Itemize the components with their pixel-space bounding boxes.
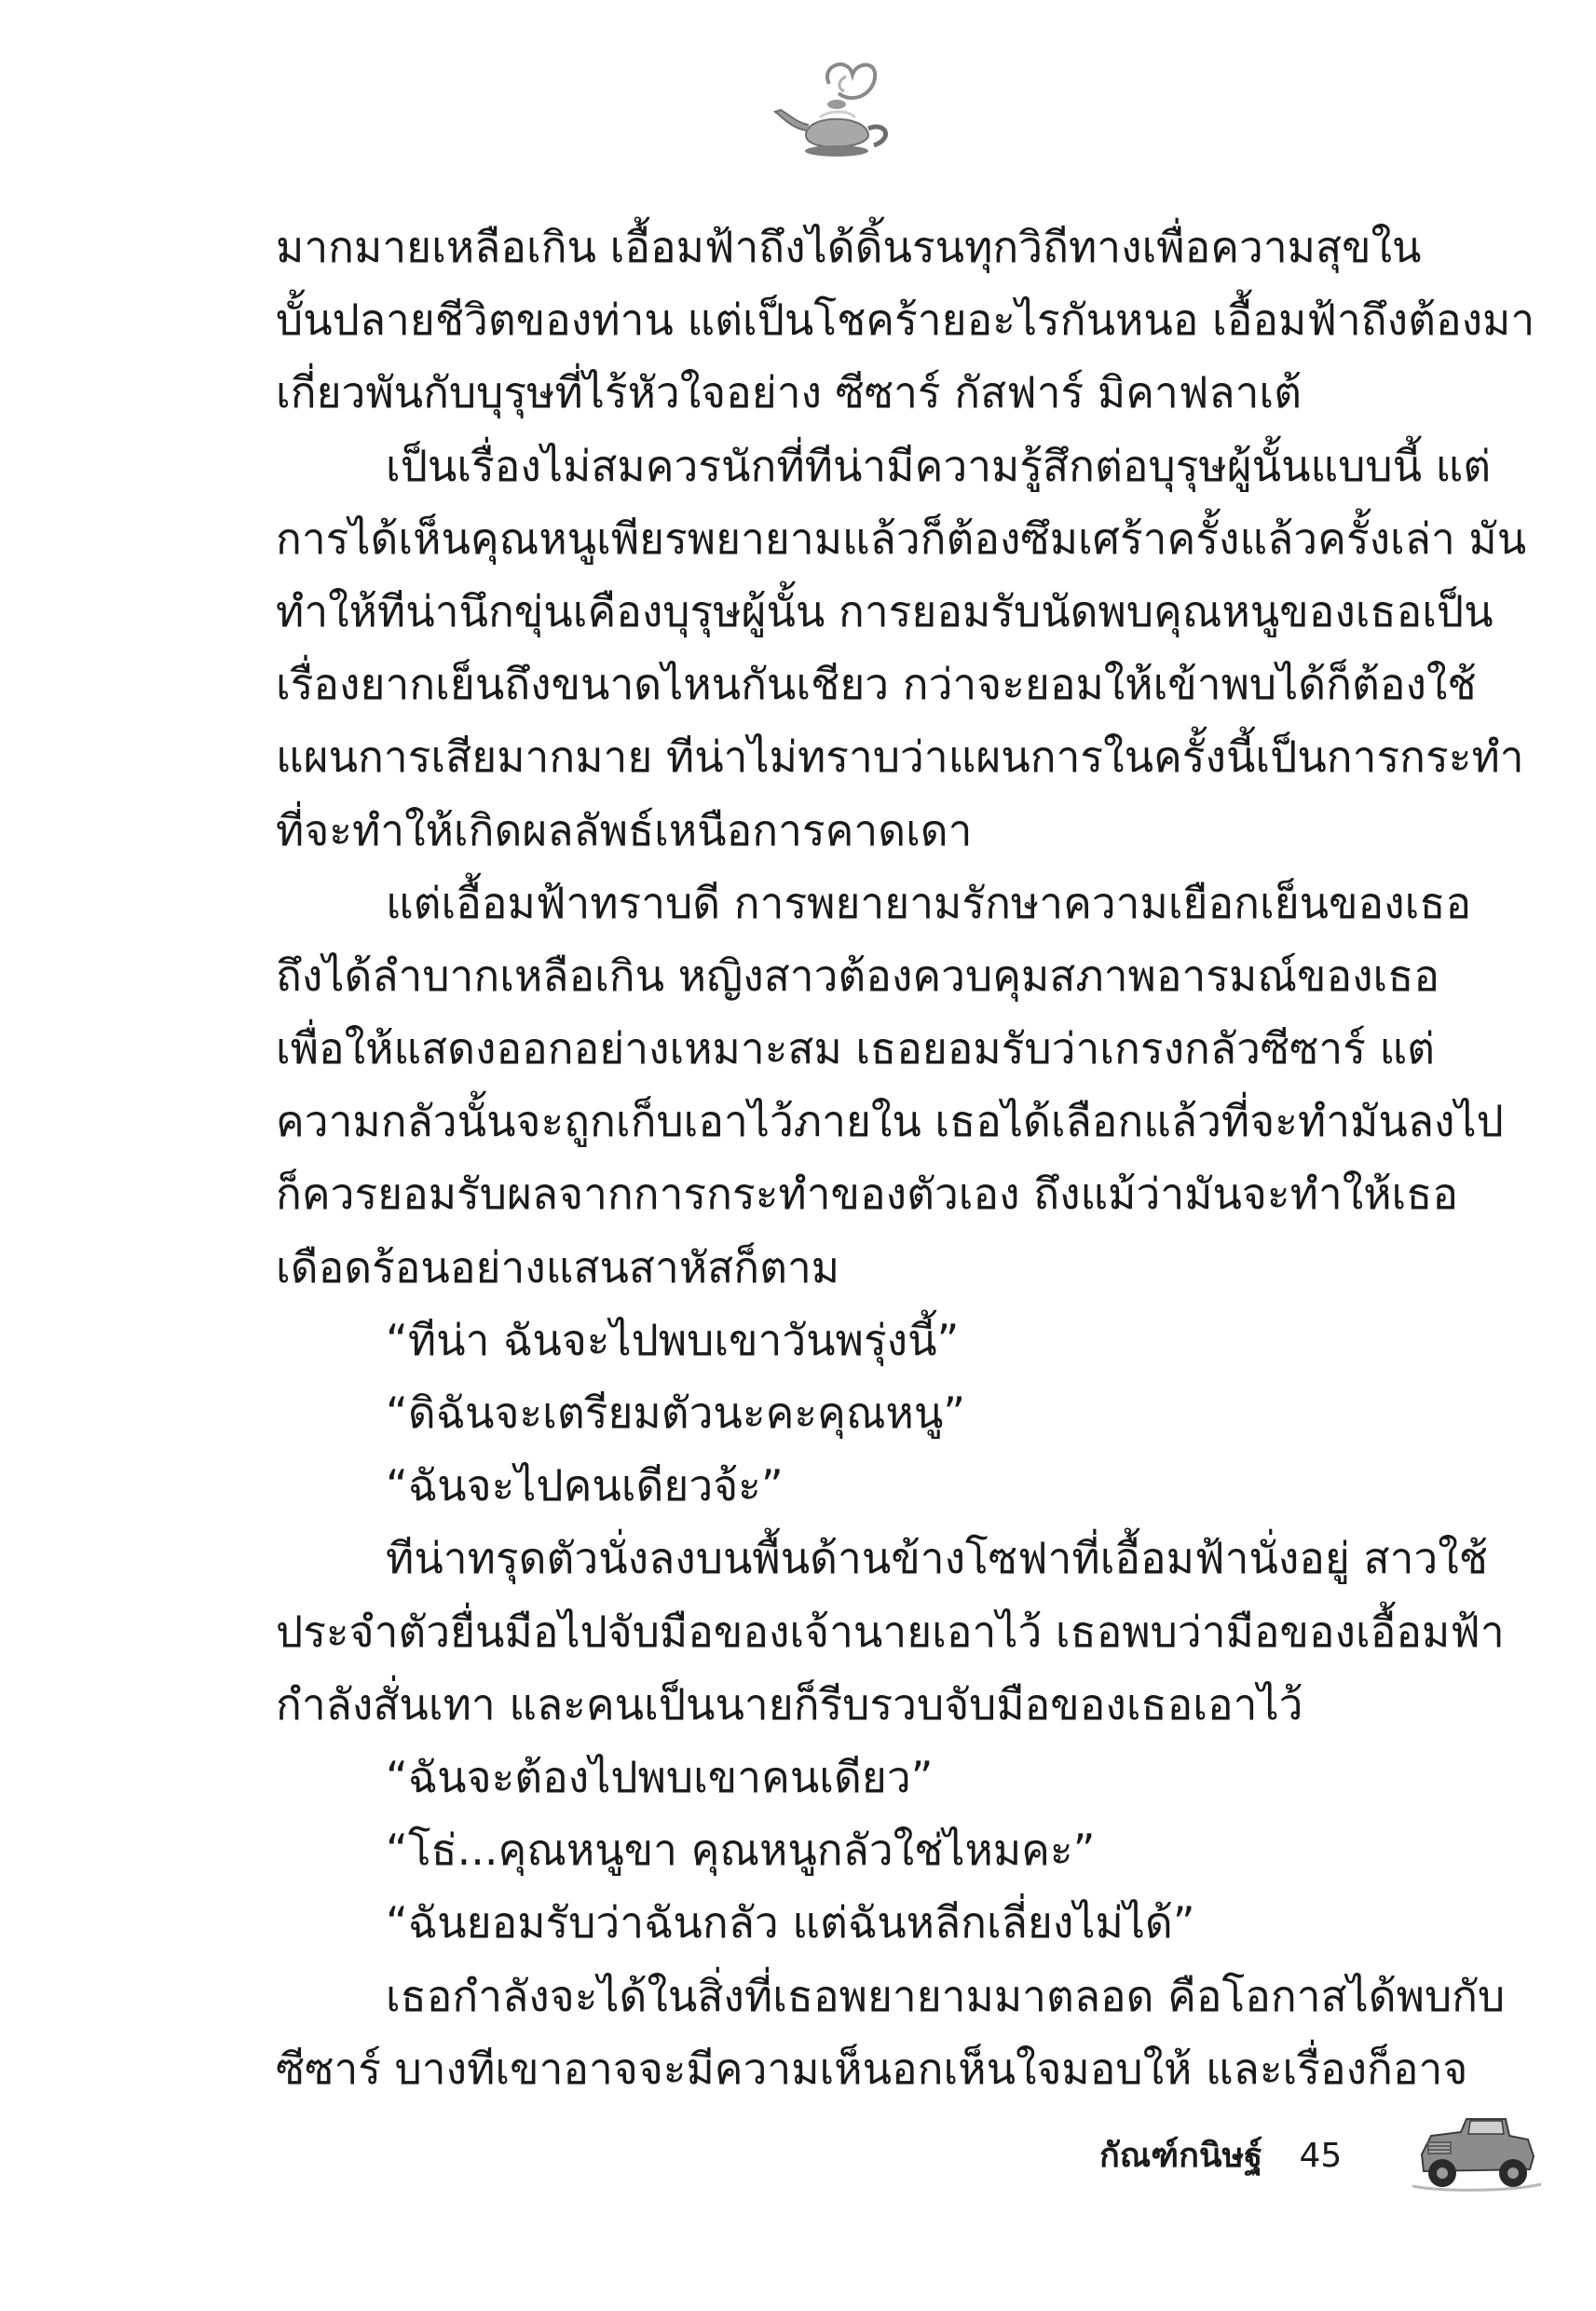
paragraph-line: ถึงได้ลำบากเหลือเกิน หญิงสาวต้องควบคุมสภาพอารมณ์ของเธอ: [276, 950, 1439, 1001]
paragraph-line: มากมายเหลือเกิน เอื้อมฟ้าถึงได้ดิ้นรนทุกวิถีทางเพื่อความสุขใน: [276, 222, 1422, 272]
body-text: [276, 211, 1535, 2105]
paragraph-line: ทีน่าทรุดตัวนั่งลงบนพื้นด้านข้างโซฟาที่เอื้อมฟ้านั่งอยู่ สาวใช้: [386, 1533, 1488, 1584]
dialogue-line: “ฉันจะต้องไปพบเขาคนเดียว”: [386, 1751, 934, 1802]
vintage-jeep-icon: [1405, 2099, 1545, 2201]
paragraph-line: แต่เอื้อมฟ้าทราบดี การพยายามรักษาความเยือกเย็นของเธอ: [386, 877, 1472, 928]
dialogue-line: “ทีน่า ฉันจะไปพบเขาวันพรุ่งนี้”: [386, 1314, 960, 1365]
paragraph-line: เรื่องยากเย็นถึงขนาดไหนกันเชียว กว่าจะยอมให้เข้าพบได้ก็ต้องใช้: [276, 659, 1477, 710]
paragraph-line: เดือดร้อนอย่างแสนสาหัสก็ตาม: [276, 1241, 840, 1292]
paragraph-line: ความกลัวนั้นจะถูกเก็บเอาไว้ภายใน เธอได้เลือกแล้วที่จะทำมันลงไป: [276, 1096, 1504, 1147]
paragraph-line: ประจำตัวยื่นมือไปจับมือของเจ้านายเอาไว้ เธอพบว่ามือของเอื้อมฟ้า: [276, 1606, 1505, 1657]
page-number: 45: [1299, 2137, 1343, 2175]
page-footer: [1099, 2134, 1342, 2179]
paragraph-line: เพื่อให้แสดงออกอย่างเหมาะสม เธอยอมรับว่าเกรงกลัวซีซาร์ แต่: [276, 1023, 1436, 1074]
paragraph-line: ซีซาร์ บางทีเขาอาจจะมีความเห็นอกเห็นใจมอบให้ และเรื่องก็อาจ: [276, 2043, 1468, 2094]
paragraph-line: ที่จะทำให้เกิดผลลัพธ์เหนือการคาดเดา: [276, 804, 973, 855]
paragraph-line: เกี่ยวพันกับบุรุษที่ไร้หัวใจอย่าง ซีซาร์ กัสฟาร์ มิคาฟลาเต้: [276, 367, 1302, 418]
dialogue-line: “ดิฉันจะเตรียมตัวนะคะคุณหนู”: [386, 1388, 966, 1438]
paragraph-line: เธอกำลังจะได้ในสิ่งที่เธอพยายามมาตลอด คือโอกาสได้พบกับ: [386, 1970, 1506, 2021]
dialogue-line: “ฉันยอมรับว่าฉันกลัว แต่ฉันหลีกเลี่ยงไม่ได้”: [386, 1897, 1195, 1949]
paragraph-line: เป็นเรื่องไม่สมควรนักที่ทีน่ามีความรู้สึกต่อบุรุษผู้นั้นแบบนี้ แต่: [386, 440, 1492, 491]
dialogue-line: “ฉันจะไปคนเดียวจ้ะ”: [386, 1460, 784, 1511]
paragraph-line: กำลังสั่นเทา และคนเป็นนายก็รีบรวบจับมือของเธอเอาไว้: [276, 1678, 1303, 1730]
dialogue-line: “โธ่...คุณหนูขา คุณหนูกลัวใช่ไหมคะ”: [386, 1825, 1096, 1876]
paragraph-line: ทำให้ทีน่านึกขุ่นเคืองบุรุษผู้นั้น การยอมรับนัดพบคุณหนูของเธอเป็น: [276, 585, 1494, 636]
paragraph-line: ก็ควรยอมรับผลจากการกระทำของตัวเอง ถึงแม้ว่ามันจะทำให้เธอ: [276, 1169, 1458, 1220]
paragraph-line: บั้นปลายชีวิตของท่าน แต่เป็นโชคร้ายอะไรกันหนอ เอื้อมฟ้าถึงต้องมา: [276, 294, 1535, 346]
teapot-ornament-icon: [764, 56, 913, 177]
paragraph-line: แผนการเสียมากมาย ทีน่าไม่ทราบว่าแผนการในครั้งนี้เป็นการกระทำ: [276, 732, 1524, 783]
paragraph-line: การได้เห็นคุณหนูเพียรพยายามแล้วก็ต้องซึมเศร้าครั้งแล้วครั้งเล่า มัน: [276, 513, 1527, 564]
running-title: กัณฑ์กนิษฐ์: [1099, 2137, 1263, 2175]
